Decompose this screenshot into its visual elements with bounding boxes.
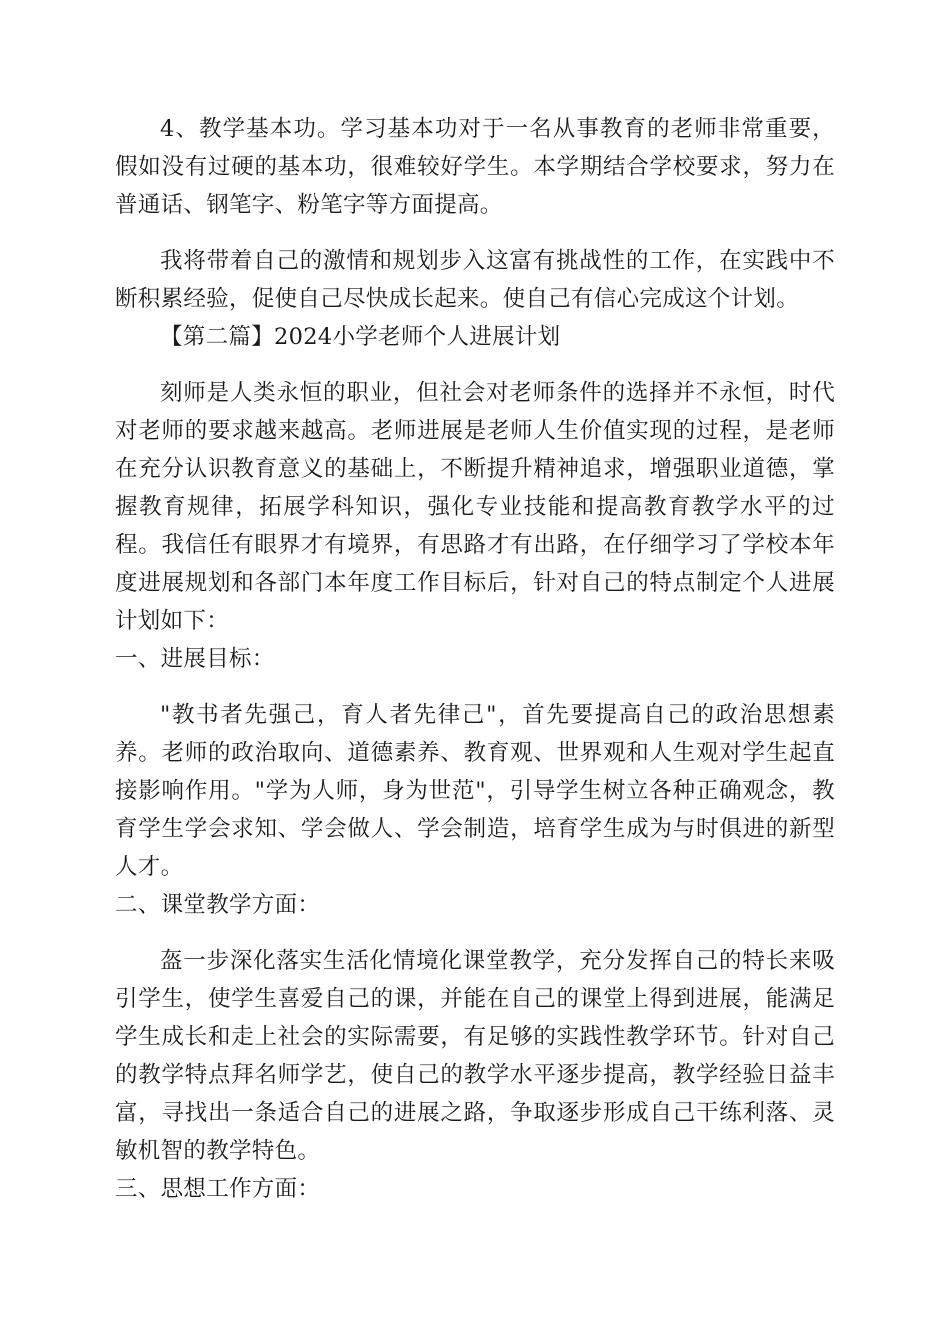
heading-goals: 一、进展目标： <box>115 646 275 672</box>
paragraph-closing: 我将带着自己的激情和规划步入这富有挑战性的工作，在实践中不断积累经验，促使自己尽快成长起来。使自己有信心完成这个计划。 <box>115 248 835 312</box>
paragraph-classroom: 盔一步深化落实生活化情境化课堂教学，充分发挥自己的特长来吸引学生，使学生喜爱自己的课，并能在自己的课堂上得到进展，能满足学生成长和走上社会的实际需要，有足够的实践性教学环节。针对自己的教学特点拜名师学艺，使自己的教学水平逐步提高，教学经验日益丰富，寻找出一条适合自己的进展之路，争取逐步形成自己干练利落、灵敏机智的教学特色。 <box>115 948 835 1164</box>
section-title: 【第二篇】2024小学老师个人进展计划 <box>160 324 561 350</box>
heading-ideology: 三、思想工作方面： <box>115 1176 321 1202</box>
paragraph-goals: "教书者先强己，育人者先律己"，首先要提高自己的政治思想素养。老师的政治取向、道德素养、教育观、世界观和人生观对学生起直接影响作用。"学为人师，身为世范"，引导学生树立各种正确观念，教育学生学会求知、学会做人、学会制造，培育学生成为与时俱进的新型人才。 <box>115 702 835 880</box>
document-page <box>115 110 835 1208</box>
paragraph-intro: 刻师是人类永恒的职业，但社会对老师条件的选择并不永恒，时代对老师的要求越来越高。老师进展是老师人生价值实现的过程，是老师在充分认识教育意义的基础上，不断提升精神追求，增强职业道德，掌握教育规律，拓展学科知识，强化专业技能和提高教育教学水平的过程。我信任有眼界才有境界，有思路才有出路，在仔细学习了学校本年度进展规划和各部门本年度工作目标后，针对自己的特点制定个人进展计划如下： <box>115 380 835 634</box>
paragraph-basic-skills: 4、教学基本功。学习基本功对于一名从事教育的老师非常重要，假如没有过硬的基本功，很难较好学生。本学期结合学校要求，努力在普通话、钢笔字、粉笔字等方面提高。 <box>115 116 835 218</box>
heading-classroom: 二、课堂教学方面： <box>115 892 321 918</box>
